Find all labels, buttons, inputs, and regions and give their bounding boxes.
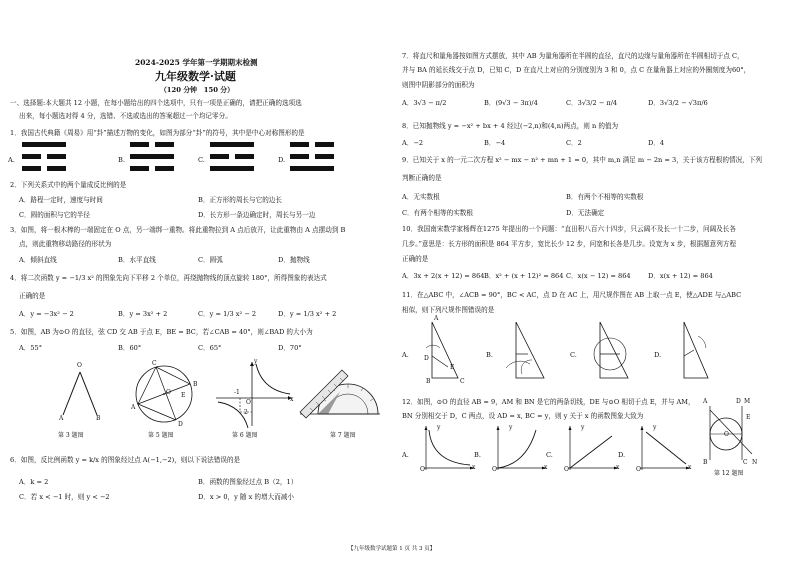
q12-graph-a — [420, 424, 476, 472]
q12-label-b: B. — [474, 451, 481, 459]
fig5-label-o: O — [166, 389, 171, 396]
q12-graph-d-o: O — [636, 466, 641, 473]
q2-option-d: D．长方形一条边确定时，周长与另一边 — [198, 211, 316, 219]
trigram-b-figure — [130, 142, 174, 172]
q11-fig-a-label-c: C — [460, 378, 465, 385]
q12-graph-d-y: y — [653, 424, 657, 431]
q2-option-b: B．正方形的周长与它的边长 — [198, 196, 282, 204]
q11-fig-a-label-d: D — [424, 355, 429, 362]
q12-graph-d — [636, 424, 692, 472]
q9-stem-line2: 判断正确的是 — [402, 174, 442, 182]
q9-stem-line1: 9．已知关于 x 的一元二次方程 x² − mx − n² + mn + 1 = 0，其中 m,n 满足 m − 2n = 3，关于该方程根的情况，下列 — [402, 156, 762, 164]
q3-option-c: C．圆弧 — [198, 256, 223, 264]
fig12-label-c: C — [743, 459, 748, 466]
q12-graph-b-y: y — [509, 424, 513, 431]
q1-label-b: B. — [118, 156, 125, 164]
fig5-label-c: C — [152, 360, 157, 367]
q10-stem-line2: 几步。”意思是：长方形的面积是 864 平方步，宽比长少 12 步，问宽和长各是几步。设宽为 x 步，根据题意列方程 — [402, 240, 737, 248]
q11-label-d: D. — [654, 351, 662, 359]
section-intro-line2: 出来，每小题选对得 4 分，选错、不选或选出的答案超过一个均记零分。 — [19, 112, 232, 120]
fig12-label-e: E — [746, 414, 751, 421]
left-column — [0, 0, 394, 562]
subject-title: 九年级数学·试题 — [155, 70, 236, 83]
q11-stem-line2: 相似，则下列尺规作图错误的是 — [402, 306, 495, 314]
q8-option-a: A．−2 — [402, 139, 424, 147]
fig12-label-o: O — [724, 431, 729, 438]
fig12-label-n: N — [752, 459, 758, 466]
q7-stem-line2: 并与 BA 的延长线交于点 D，已知 C，D 在直尺上对应的分别度别为 3 和 0，点 C 在量角器上对应的外圈刻度为60°， — [402, 66, 751, 74]
fig5-caption: 第 5 题图 — [148, 432, 174, 439]
fig12-circle-tangents — [702, 402, 758, 464]
q12-label-d: D. — [618, 451, 626, 459]
q12-label-c: C. — [546, 451, 553, 459]
q12-stem-line2: BN 分别相交于 D，C 两点，设 AD = x, BC = y，则 y 关于 x 的函数图象大致为 — [402, 412, 644, 420]
q12-graph-d-x: x — [688, 464, 692, 471]
q6-option-d: D．x > 0，y 随 x 的增大而减小 — [198, 493, 294, 501]
trigram-d-figure — [290, 142, 334, 172]
q11-label-c: C. — [570, 351, 577, 359]
q8-option-c: C．2 — [566, 139, 582, 147]
fig6-label-x: x — [290, 396, 294, 403]
q3-stem-line2: 点，则此重物移动路径的形状为 — [19, 240, 112, 248]
fig12-label-m: M — [744, 398, 751, 405]
q7-stem-line1: 7．将直尺和量角器按如图方式摆放，其中 AB 为量角器所在半圆的直径，直尺的边缘与量角器所在半圆相切于点 C， — [402, 52, 744, 60]
q8-option-d: D．4 — [648, 139, 665, 147]
fig3-label-b: B — [96, 415, 101, 422]
q10-stem-line1: 10．我国南宋数学家杨辉在1275 年提出的一个问题：“直田积八百六十四步，只云阔不及长一十二步，问阔及长各 — [402, 225, 736, 233]
q4-stem-line1: 4．将二次函数 y = −1/3 x² 的图象先向下平移 2 个单位，再绕抛物线的顶点旋转 180°，所得图象的表达式 — [10, 274, 327, 282]
q1-label-a: A. — [8, 156, 15, 164]
q8-stem: 8．已知抛物线 y = −x² + bx + 4 经过(−2,n)和(4,n)两点，则 n 的值为 — [402, 122, 619, 130]
q4-option-b: B．y = 3x² + 2 — [118, 310, 168, 318]
q7-option-a: A．3√3 − π/2 — [402, 99, 447, 107]
q11-fig-a-label-a: A — [434, 315, 439, 322]
q1-stem: 1．我国古代典籍《周易》用“卦”描述万物的变化，如图为部分“卦”的符号，其中是中心对称图形的是 — [10, 129, 305, 137]
exam-title: 2024-2025 学年第一学期期末检测 — [135, 58, 258, 67]
q9-option-a: A．无实数根 — [402, 193, 440, 201]
fig5-label-b: B — [193, 381, 198, 388]
q11-fig-b — [502, 318, 552, 384]
q12-label-a: A. — [402, 451, 409, 459]
fig6-caption: 第 6 题图 — [232, 432, 258, 439]
q3-option-b: B．水平直线 — [118, 256, 156, 264]
fig6-label-y: y — [254, 358, 258, 365]
fig12-label-d: D — [736, 398, 741, 405]
fig6-label-2: 2 — [244, 409, 248, 416]
q11-fig-d — [670, 318, 720, 384]
q5-option-c: C．65° — [198, 344, 222, 352]
q7-stem-line3: 则图中阴影部分的面积为 — [402, 81, 475, 89]
q5-option-d: D．70° — [278, 344, 302, 352]
fig12-caption: 第 12 题图 — [714, 470, 744, 477]
fig3-caption: 第 3 题图 — [58, 432, 84, 439]
fig3-pendulum — [55, 360, 115, 430]
fig5-label-a: A — [131, 404, 136, 411]
fig6-hyperbola — [212, 358, 296, 430]
q9-option-d: D．无法确定 — [566, 209, 605, 217]
q5-stem: 5．如图，AB 为⊙O 的直径，弦 CD 交 AB 于点 E，BE = BC，若∠CAB = 40°，则∠BAD 的大小为 — [10, 328, 313, 336]
q12-graph-c-o: O — [564, 466, 569, 473]
q2-option-c: C．圆的面积与它的半径 — [19, 211, 90, 219]
q9-option-b: B．有两个不相等的实数根 — [566, 193, 644, 201]
q4-option-d: D．y = 1/3 x² + 2 — [278, 310, 337, 318]
q11-fig-c — [586, 318, 636, 384]
fig5-circle — [128, 358, 200, 430]
trigram-c-figure — [210, 142, 254, 172]
q12-graph-c-x: x — [616, 464, 620, 471]
fig7-caption: 第 7 题图 — [330, 432, 356, 439]
q6-option-a: A．k = 2 — [19, 478, 49, 486]
q11-fig-a-label-b: B — [426, 378, 431, 385]
q12-graph-b — [492, 424, 548, 472]
q12-graph-c-y: y — [581, 424, 585, 431]
q8-option-b: B．−4 — [484, 139, 506, 147]
q6-option-b: B．函数的图象经过点 B（2，1） — [198, 478, 298, 486]
q12-graph-c — [564, 424, 620, 472]
time-score: （120 分钟 150 分） — [160, 86, 234, 94]
fig3-label-o: O — [77, 362, 82, 369]
q9-option-c: C．有两个相等的实数根 — [402, 209, 473, 217]
fig5-label-e: E — [181, 392, 186, 399]
q11-stem-line1: 11．在△ABC 中，∠ACB = 90°，BC < AC，点 D 在 AC 上，用尺规作图在 AB 上取一点 E，使△ADE 与△ABC — [402, 291, 742, 299]
q7-option-d: D．3√3/2 − √3π/6 — [648, 99, 708, 107]
fig6-label-o: O — [246, 399, 251, 406]
fig5-label-d: D — [178, 421, 183, 428]
q7-option-b: B．(9√3 − 3π)/4 — [484, 99, 538, 107]
q12-graph-a-y: y — [437, 424, 441, 431]
q5-option-b: B．60° — [118, 344, 142, 352]
q2-stem: 2．下列关系式中的两个量成反比例的是 — [10, 181, 127, 189]
section-intro-line1: 一、选择题:本大题共 12 小题，在每小题给出的四个选项中，只有一项是正确的，请把正确的选项选 — [10, 99, 302, 107]
q12-graph-a-o: O — [420, 466, 425, 473]
q12-graph-b-x: x — [544, 464, 548, 471]
q2-option-a: A．路程一定时，速度与时间 — [19, 196, 103, 204]
fig6-label-neg1: -1 — [234, 389, 240, 396]
trigram-a-figure — [22, 142, 66, 172]
fig12-label-a: A — [703, 398, 708, 405]
q7-option-c: C．3√3/2 − π/4 — [566, 99, 618, 107]
q10-option-d: D．x(x + 12) = 864 — [648, 272, 713, 280]
q4-option-a: A．y = −3x² − 2 — [19, 310, 74, 318]
q12-graph-a-x: x — [472, 464, 476, 471]
fig3-label-a: A — [59, 415, 64, 422]
q10-option-a: A．3x + 2(x + 12) = 864 — [402, 272, 485, 280]
q11-label-b: B. — [486, 351, 493, 359]
q4-stem-line2: 正确的是 — [19, 292, 46, 300]
q1-label-c: C. — [198, 156, 205, 164]
q11-fig-a — [418, 318, 462, 384]
q10-option-b: B．x² + (x + 12)² = 864 — [484, 272, 564, 280]
q4-option-c: C．y = 1/3 x² − 2 — [198, 310, 257, 318]
q11-label-a: A. — [402, 351, 409, 359]
q11-fig-a-label-e: E — [450, 364, 455, 371]
right-column — [400, 0, 794, 562]
q3-option-d: D．抛物线 — [278, 256, 310, 264]
q12-stem-line1: 12．如图，⊙O 的直径 AB = 9，AM 和 BN 是它的两条切线，DE 与⊙O 相切于点 E，并与 AM， — [402, 398, 695, 406]
q6-option-c: C．若 x < −1 时，则 y < −2 — [19, 493, 110, 501]
q3-option-a: A．倾斜直线 — [19, 256, 57, 264]
page-footer: 【九年级数学试题第 1 页 共 3 页】 — [348, 546, 436, 552]
q10-option-c: C．x(x − 12) = 864 — [566, 272, 631, 280]
q6-stem: 6．如图，反比例函数 y = k/x 的图象经过点 A(−1,−2)，则以下说法错误的是 — [10, 456, 241, 464]
q12-graph-b-o: O — [492, 466, 497, 473]
q3-stem-line1: 3．如图，将一根木棒的一端固定在 O 点，另一端绑一重物。将此重物拉到 A 点后放开，让此重物由 A 点摆动到 B — [10, 226, 346, 234]
q10-stem-line3: 正确的是 — [402, 255, 429, 263]
fig12-label-b: B — [703, 459, 708, 466]
q1-label-d: D. — [278, 156, 286, 164]
fig7-ruler-protractor — [300, 362, 380, 424]
q5-option-a: A．55° — [19, 344, 43, 352]
